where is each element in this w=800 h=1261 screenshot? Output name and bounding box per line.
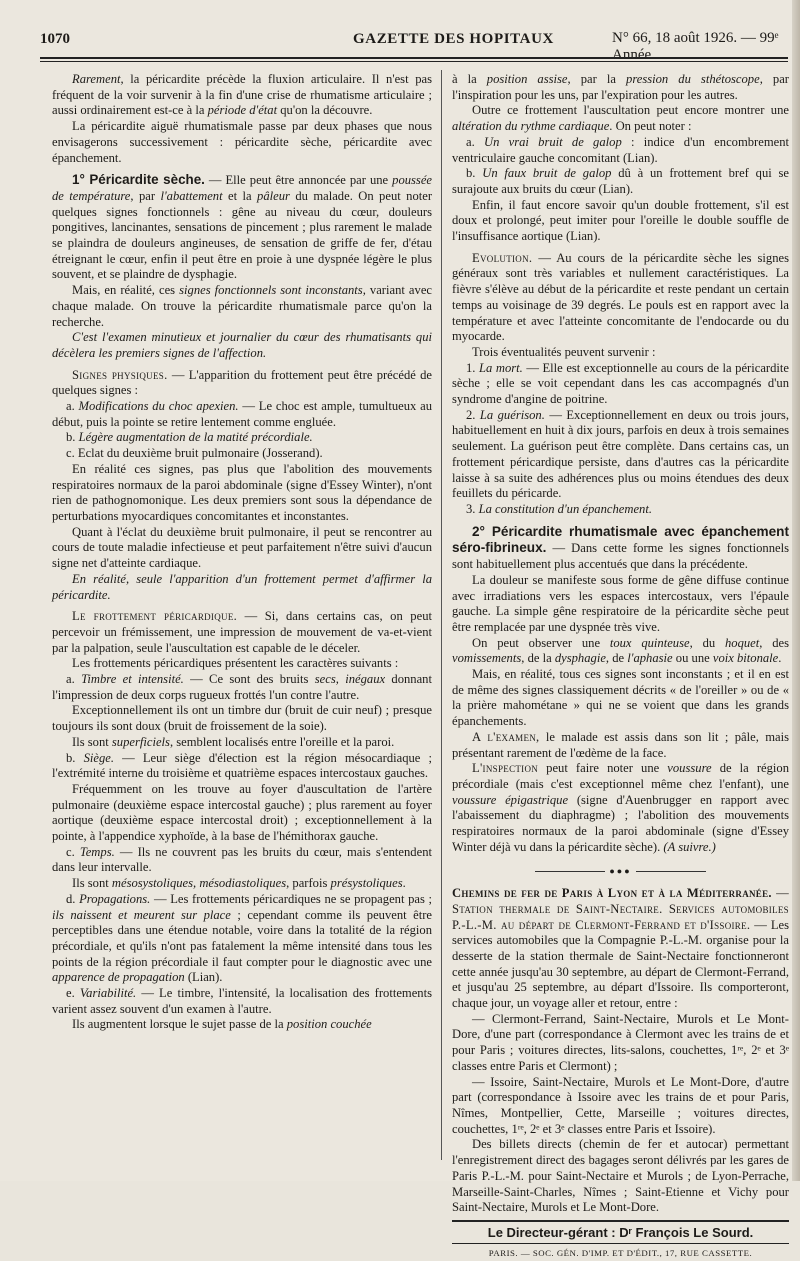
printer-line: PARIS. — SOC. GÉN. D'IMP. ET D'ÉDIT., 17, RUE CASSETTE. (488, 1247, 753, 1258)
paragraph: La douleur se manifeste sous forme de gêne diffuse continue avec irradiations vers les espaces intercostaux, vers l'épaule gauche. La simple gêne respiratoire de la péricardite sèche peut être remplacée par une dyspnée très vive. (452, 572, 789, 634)
to-follow: (A suivre.) (663, 839, 716, 854)
paragraph: A l'examen, le malade est assis dans son lit ; pâle, mais présentant rarement de l'œdème de la face. (452, 729, 790, 760)
director-line: Le Directeur-gérant : Dʳ François Le Sourd. (452, 1220, 789, 1244)
section-dry-pericarditis: 1° Péricardite sèche. — Elle peut être annoncée par une poussée de température, par l'abattement et la pâleur du malade. On peut noter quelques signes fonctionnels : gêne au niveau du cœur, douleurs pongitives, lancinantes, sensations de pincement ; plus rarement le malade se plaindra de douleurs angineuses, de sensation de griffe de fer, d'étau étreignant le cœur, enfin il peut être en proie à une dyspnée légère le plus souvent, et se plaindre de dysphagie. (52, 172, 433, 282)
intro-paragraph: Rarement, la péricardite précède la fluxion articulaire. Il n'est pas fréquent de la voir survenir à la fin d'une crise de rhumatisme articulaire ; aussi ordinairement est-ce à la période d'état qu'on la découvre. (52, 72, 432, 118)
paragraph: Mais, en réalité, ces signes fonctionnels sont inconstants, variant avec chaque malade. On trouve la péricardite rhumatismale parce qu'on la recherche. (52, 283, 432, 329)
paragraph: Quant à l'éclat du deuxième bruit pulmonaire, il peut se rencontrer au cours de toute maladie infectieuse et peut parfaitement n'être suivi d'aucun signe net d'atteinte cardiaque. (52, 524, 432, 571)
paragraph: Outre ce frottement l'auscultation peut encore montrer une altération du rythme cardiaque. On peut noter : (452, 103, 789, 134)
section-heading: 1° Péricardite sèche. (72, 172, 205, 188)
list-item: b. Légère augmentation de la matité précordiale. (66, 430, 313, 445)
list-item: a. Modifications du choc apexien. — Le choc est ample, tumultueux au début, puis la pointe se retire lentement comme engluée. (52, 399, 432, 429)
paragraph: Ils sont mésosystoliques, mésodiastoliques, parfois présystoliques. (72, 876, 406, 891)
page-edge (792, 0, 800, 1181)
list-item: 1. La mort. — Elle est exceptionnelle au cours de la péricardite sèche ; elle se voit cependant dans les cas accompagnés d'un syndrome d'angine de poitrine. (452, 360, 790, 407)
intro-paragraph: La péricardite aiguë rhumatismale passe par deux phases que nous envisagerons successivement : péricardite sèche, péricardite avec épanchement. (52, 119, 432, 165)
notice-title: Chemins de fer de Paris à Lyon et à la Méditerranée. (452, 886, 772, 901)
section-effusion: 2° Péricardite rhumatismale avec épanchement séro-fibrineux. — Dans cette forme les signes fonctionnels sont habituellement plus accentués que dans la précédente. (452, 523, 789, 572)
paragraph: Mais, en réalité, tous ces signes sont inconstants ; et il en est de même des signes classiquement décrits « de l'oreiller » ou de « la prière mahométane » qui ne se voient que dans les grands épanchements. (452, 667, 789, 729)
list-item: c. Eclat du deuxième bruit pulmonaire (Josserand). (66, 446, 323, 461)
paragraph: Ils augmentent lorsque le sujet passe de la position couchée (72, 1017, 372, 1032)
page-number: 1070 (40, 31, 70, 47)
paragraph: — Issoire, Saint-Nectaire, Murols et Le Mont-Dore, d'autre part (correspondance à Issoire avec les trains de et pour Paris, Nîmes, Montpellier, Cette, Marseille ; voitures directes, couchettes, 1ʳᵉ, 2ᵉ et 3ᵉ classes entre Paris et Issoire). (452, 1074, 789, 1136)
paragraph-italic: En réalité, seule l'apparition d'un frottement permet d'affirmer la péricardite. (52, 571, 432, 602)
page-header (0, 0, 800, 64)
subsection-lead: Signes physiques. (72, 367, 168, 382)
list-item: b. Un faux bruit de galop dû à un frottement bref qui se surajoute aux bruits du cœur (Lian). (452, 166, 790, 196)
header-rule (40, 57, 788, 59)
list-item: e. Variabilité. — Le timbre, l'intensité, la localisation des frottements varient assez souvent d'un examen à l'autre. (52, 986, 432, 1016)
header-rule-thin (40, 61, 788, 62)
paragraph: Fréquemment on les trouve au foyer d'auscultation de l'artère pulmonaire (deuxième espace intercostal gauche) ; plus rarement au foyer aortique (deuxième espace intercostal droit) ; exceptionnellement à la pointe, à l'appendice xyphoïde, à la base de l'hémithorax gauche. (52, 781, 432, 844)
paragraph: Enfin, il faut encore savoir qu'un double frottement, s'il est doux et prolongé, peut imiter pour l'oreille le double souffle de l'insuffisance aortique (Lian). (452, 197, 789, 244)
paragraph: Des billets directs (chemin de fer et autocar) permettant l'enregistrement direct des bagages seront délivrés par les gares de Paris P.-L.-M. pour Saint-Nectaire et Murols ; de Lyon-Perrache, Marseille-Saint-Charles, Nîmes ; Saint-Etienne et Vichy pour Saint-Nectaire, Murols et Le Mont-Dore. (452, 1137, 789, 1215)
right-column (452, 72, 789, 1261)
list-item: a. Un vrai bruit de galop : indice d'un encombrement ventriculaire gauche concomitant (Lian). (452, 134, 790, 165)
ornament-divider: ●●● (452, 863, 789, 880)
paragraph: Ils sont superficiels, semblent localisés entre l'oreille et la paroi. (72, 734, 395, 749)
paragraph-italic: C'est l'examen minutieux et journalier du cœur des rhumatisants qui décèlera les premiers signes de l'affection. (52, 330, 432, 360)
paragraph: — Clermont-Ferrand, Saint-Nectaire, Murols et Le Mont-Dore, d'une part (correspondance à Clermont avec les trains de et pour Paris ; voitures directes, lits-salons, couchettes, 1ʳᵉ, 2ᵉ et 3ᵉ classes entre Paris et Clermont) ; (452, 1011, 789, 1073)
list-item: 2. La guérison. — Exceptionnellement en deux ou trois jours, habituellement en huit à dix jours, parfois en deux à trois semaines seulement. La guérison peut être complète. Dans certains cas, un frottement péricardique persiste, dans d'autres cas la péricardite laisse à sa suite des adhérences plus ou moins étendues des deux feuillets du péricarde. (452, 407, 789, 501)
issue-info: N° 66, 18 août 1926. — 99ᵉ Année. (612, 30, 779, 63)
list-item: 3. La constitution d'un épanchement. (466, 501, 652, 516)
column-divider (441, 70, 442, 1160)
list-item: a. Timbre et intensité. — Ce sont des bruits secs, inégaux donnant l'impression de deux corps rugueux frottés l'un contre l'autre. (52, 672, 432, 702)
evolution-paragraph: Evolution. — Au cours de la péricardite sèche les signes généraux sont très variables et nullement caractéristiques. La fièvre s'élève au début de la péricardite et reste pendant un certain temps au voisinage de 39 degrés. Le pouls est en rapport avec la température et avec l'atteinte concomitante de l'endocarde ou du myocarde. (452, 250, 789, 344)
railway-notice: Chemins de fer de Paris à Lyon et à la Méditerranée. — Station thermale de Saint-Nectaire. Services automobiles P.-L.-M. au départ de Clermont-Ferrand et d'Issoire. — Les services automobiles que la Compagnie P.-L.-M. organise pour la desserte de la station thermale de Saint-Nectaire fonctionneront cette année jusqu'au 30 septembre, au départ de Clermont-Ferrand, et jusqu'au 25 septembre, au départ d'Issoire. Ils comporteront, chaque jour, un voyage aller et retour, entre : (452, 886, 789, 1011)
subsection-lead: Evolution. (472, 250, 533, 265)
paragraph: Les frottements péricardiques présentent les caractères suivants : (72, 656, 399, 671)
paragraph: En réalité ces signes, pas plus que l'abolition des mouvements respiratoires normaux de la paroi abdominale (signe d'Essey Winter), n'ont rien de pathognomonique. Les deux premiers sont sous la dépendance de perturbations myocardiques concomitantes et inconstantes. (52, 461, 432, 523)
subsection-lead: Le frottement péricardique. (72, 609, 238, 624)
list-item: c. Temps. — Ils ne couvrent pas les bruits du cœur, mais s'entendent dans leur intervalle. (52, 844, 432, 875)
paragraph: à la position assise, par la pression du sthétoscope, par l'inspiration pour les uns, par l'expiration pour les autres. (452, 72, 789, 102)
list-item: b. Siège. — Leur siège d'élection est la région mésocardiaque ; l'extrémité interne du troisième et quatrième espaces intercostaux gauches. (52, 750, 433, 781)
paragraph: Trois éventualités peuvent survenir : (472, 344, 656, 359)
paragraph: L'inspection peut faire noter une voussure de la région précordiale (mais c'est exceptionnel même chez l'enfant), une voussure épigastrique (signe d'Auenbrugger en rapport avec l'abaissement du diaphragme) ; l'abolition des mouvements respiratoires normaux de la paroi abdominale (signe d'Essey Winter déjà vu dans la péricardite sèche). (A suivre.) (452, 761, 789, 854)
paragraph: Exceptionnellement ils ont un timbre dur (bruit de cuir neuf) ; presque toujours ils sont doux (bruit de froissement de la soie). (52, 703, 432, 734)
list-item: d. Propagations. — Les frottements péricardiques ne se propagent pas ; ils naissent et meurent sur place ; cependant comme ils peuvent être perceptibles dans une étendue notable, voire dans la totalité de la région précordiale, et qu'ils n'ont pas fatalement la même intensité dans tous les points de la région précordiale il faut compter pour le diagnostic avec une apparence de propagation (Lian). (52, 891, 433, 985)
left-column (52, 72, 432, 1033)
journal-title: GAZETTE DES HOPITAUX (353, 31, 554, 47)
section-heading: 2° Péricardite rhumatismale avec épanchement séro-fibrineux. (452, 523, 789, 556)
signs-paragraph: Signes physiques. — L'apparition du frottement peut être précédé de quelques signes : (52, 367, 432, 398)
paragraph: On peut observer une toux quinteuse, du hoquet, des vomissements, de la dysphagie, de l'aphasie ou une voix bitonale. (452, 635, 789, 666)
friction-paragraph: Le frottement péricardique. — Si, dans certains cas, on peut percevoir un frémissement, une impression de mouvement de va-et-vient par la palpation, seule l'auscultation est capable de le déceler. (52, 609, 432, 655)
